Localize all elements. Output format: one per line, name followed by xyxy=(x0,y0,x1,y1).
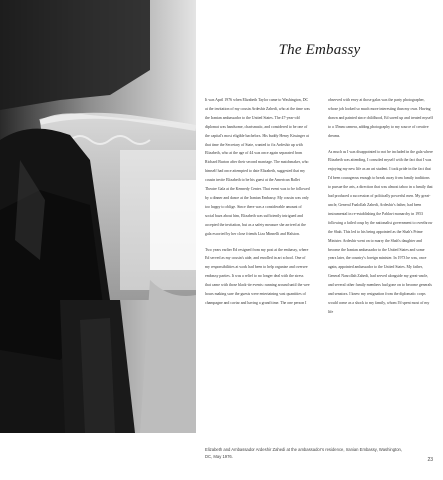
paragraph: observed with envy at those galas was the party photographer, whose job looked so much more interesting than my own. Having drawn and painted since childhood, Ed saved up and treated myself to a 35mm camera, adding photography to my source of creative dreams. xyxy=(328,98,433,138)
body-text xyxy=(205,96,433,324)
text-column-left xyxy=(205,96,310,324)
photo-caption: Elizabeth and Ambassador Ardeshir Zahedi at the ambassador's residence, Iranian Embassy, Washington, DC, May 1976. xyxy=(205,447,403,459)
paragraph: It was April 1976 when Elizabeth Taylor came to Washington, DC at the invitation of my cousin Ardeshir Zahedi, who at the time was the Iranian ambassador to the United States. The 47-year-old diplomat was handsome, charismatic, and considered to be one of the capital's most eligible bachelors. His buddy Henry Kissinger at that time the Secretary of State, wanted to fix Ardeshir up with Elizabeth, who at the age of 44 was once again separated from Richard Burton after their second marriage. The matchmaker, who himself had once attempted to date Elizabeth, suggested that my cousin invite Elizabeth to be his guest at the American Ballet Theatre Gala at the Kennedy Center. That event was to be followed by a dinner and dance at the Iranian Embassy. My cousin was only too happy to oblige. Since there was a considerable amount of social buzz about him, Elizabeth was sufficiently intrigued and accepted the invitation, but as a safety measure she arrived at the gala escorted by her close friends Liza Minnelli and Halston. xyxy=(205,98,310,236)
page-title: The Embassy xyxy=(278,42,361,58)
paragraph: As much as I was disappointed to not be included in the gala where Elizabeth was attending, I consoled myself with the fact that I was enjoying my new life as an art student. I took pride in the fact that I'd been courageous enough to break away from family traditions to pursue the arts, a direction that was almost taboo in a family that had produced a succession of politically powerful men. My great-uncle, General Fazlollah Zahedi, Ardeshir's father, had been instrumental in re-establishing the Pahlavi monarchy in 1953 following a failed coup by the nationalist government to overthrow the Shah. This led to his being appointed as the Shah's Prime Minister. Ardeshir went on to marry the Shah's daughter and become the Iranian ambassador to the United States and some years later, the country's foreign minister. In 1973 he was, once again, appointed ambassador to the United States. My father, General Nasrollah Zahedi, had served alongside my great-uncle, and several other family members had gone on to become generals and senators. I knew my resignation from the diplomatic corps would come as a shock to my family, whom I'd spent most of my life xyxy=(328,149,433,314)
photograph xyxy=(0,0,196,433)
paragraph: Two years earlier Ed resigned from my post at the embassy, where Ed served as my cousin's aide, and enrolled in art school. One of my responsibilities at work had been to help organize and oversee embassy parties. It was a relief to no longer deal with the stress that came with those black-tie events: running around until the wee hours making sure the guests were entertaining vast quantities of champagne and caviar and having a grand time. The one person I xyxy=(205,247,310,305)
page-number: 23 xyxy=(427,457,433,463)
text-column-right xyxy=(328,96,433,324)
